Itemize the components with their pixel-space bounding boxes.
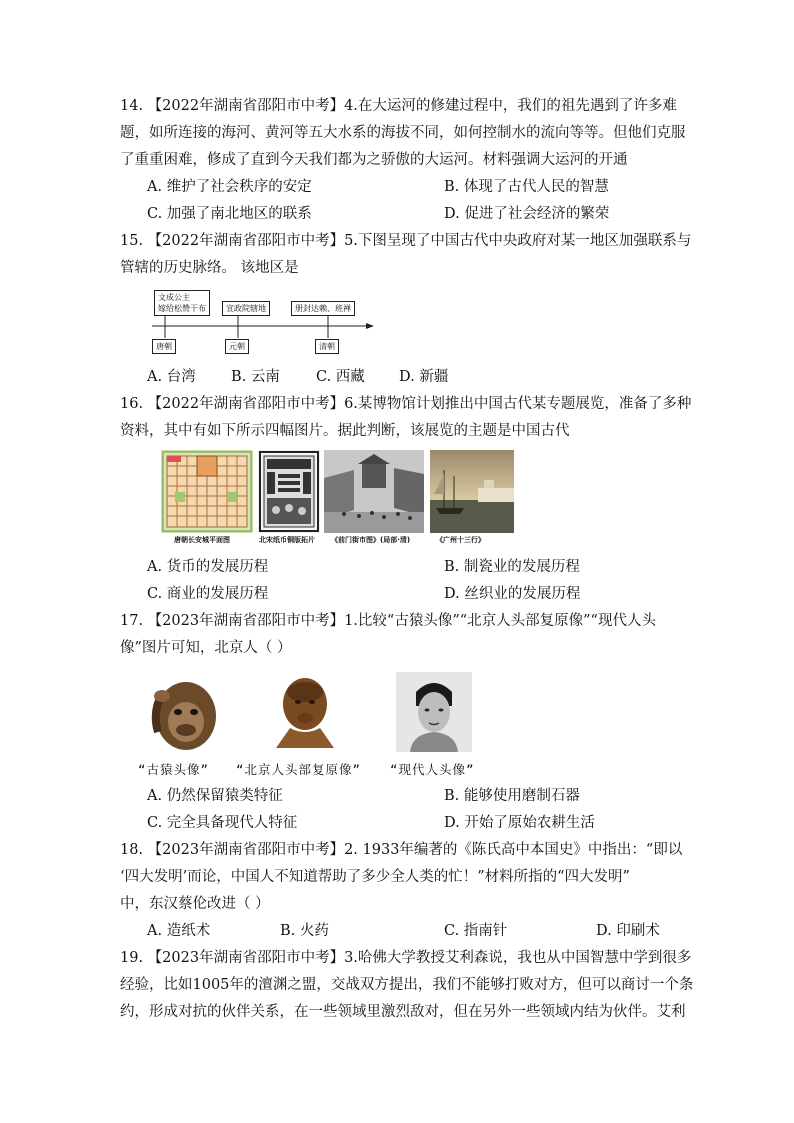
image-caption-city-map: 唐朝长安城平面图 bbox=[174, 536, 230, 544]
banknote-graphic bbox=[258, 450, 320, 533]
q16-stem-line-2: 资料，其中有如下所示四幅图片。据此判断，该展览的主题是中国古代 bbox=[120, 423, 570, 439]
q14-option-c[interactable]: C. 加强了南北地区的联系 bbox=[147, 206, 312, 222]
city-map-image bbox=[161, 450, 253, 533]
image-caption-harbor: 《广州十三行》 bbox=[436, 536, 485, 544]
q19-stem-line-2: 经验，比如1005年的澶渊之盟，交战双方提出，我们不能够打败对方，但可以商讨一个条 bbox=[120, 977, 694, 993]
q16-option-b[interactable]: B. 制瓷业的发展历程 bbox=[444, 559, 580, 575]
timeline-event-yuan: 宣政院辖地 bbox=[222, 301, 270, 316]
q16-option-a[interactable]: A. 货币的发展历程 bbox=[147, 559, 269, 575]
ape-head-image bbox=[148, 672, 220, 752]
q15-option-c[interactable]: C. 西藏 bbox=[316, 369, 365, 385]
q15-option-b[interactable]: B. 云南 bbox=[231, 369, 280, 385]
peking-man-bust-graphic bbox=[262, 672, 348, 752]
timeline-event-tang-line-2: 嫁给松赞干布 bbox=[158, 304, 206, 313]
q17-option-a[interactable]: A. 仍然保留猿类特征 bbox=[147, 788, 283, 804]
image-caption-street-market: 《前门街市图》(局部·清) bbox=[331, 536, 411, 544]
harbor-painting-graphic bbox=[430, 450, 514, 533]
q18-option-b[interactable]: B. 火药 bbox=[280, 923, 329, 939]
timeline-event-qing: 册封达赖、班禅 bbox=[291, 301, 355, 316]
q17-option-c[interactable]: C. 完全具备现代人特征 bbox=[147, 815, 298, 831]
q15-stem-line-1: 15. 【2022年湖南省邵阳市中考】5.下图呈现了中国古代中央政府对某一地区加强联系与 bbox=[120, 233, 692, 249]
q18-stem-line-3: 中，东汉蔡伦改进（ ） bbox=[120, 896, 270, 912]
q15-stem-line-2: 管辖的历史脉络。 该地区是 bbox=[120, 260, 299, 276]
q18-stem-line-1: 18. 【2023年湖南省邵阳市中考】2. 1933年编著的《陈氏高中本国史》中指出：“即以 bbox=[120, 842, 683, 858]
modern-human-portrait-image bbox=[396, 672, 472, 752]
q14-stem-line-1: 14. 【2022年湖南省邵阳市中考】4.在大运河的修建过程中，我们的祖先遇到了许多难 bbox=[120, 98, 677, 114]
q16-option-c[interactable]: C. 商业的发展历程 bbox=[147, 586, 269, 602]
timeline-dynasty-tang: 唐朝 bbox=[152, 339, 176, 354]
image-caption-ape: “古猿头像” bbox=[138, 762, 210, 777]
q19-stem-line-1: 19. 【2023年湖南省邵阳市中考】3.哈佛大学教授艾利森说，我也从中国智慧中学到很多 bbox=[120, 950, 692, 966]
q17-option-b[interactable]: B. 能够使用磨制石器 bbox=[444, 788, 580, 804]
image-caption-peking-man: “北京人头部复原像” bbox=[236, 762, 362, 777]
image-caption-modern-human: “现代人头像” bbox=[390, 762, 475, 777]
timeline-event-tang bbox=[154, 290, 210, 316]
q19-stem-line-3: 约，形成对抗的伙伴关系，在一些领域里激烈敌对，但在另外一些领域内结为伙伴。艾利 bbox=[120, 1004, 686, 1020]
q18-stem-line-2: ‘四大发明’而论，中国人不知道帮助了多少全人类的忙！”材料所指的“四大发明” bbox=[120, 869, 630, 885]
timeline-dynasty-yuan: 元朝 bbox=[225, 339, 249, 354]
city-map-graphic bbox=[161, 450, 253, 533]
q18-option-d[interactable]: D. 印刷术 bbox=[596, 923, 660, 939]
timeline-diagram bbox=[148, 288, 378, 358]
q18-option-c[interactable]: C. 指南针 bbox=[444, 923, 508, 939]
q14-stem-line-2: 题，如所连接的海河、黄河等五大水系的海拔不同，如何控制水的流向等等。但他们克服 bbox=[120, 125, 686, 141]
banknote-print-image bbox=[258, 450, 320, 533]
q17-stem-line-2: 像”图片可知，北京人（ ） bbox=[120, 640, 292, 656]
q16-stem-line-1: 16. 【2022年湖南省邵阳市中考】6.某博物馆计划推出中国古代某专题展览，准备了多种 bbox=[120, 396, 692, 412]
q17-stem-line-1: 17. 【2023年湖南省邵阳市中考】1.比较“古猿头像”“北京人头部复原像”“现代人头 bbox=[120, 613, 656, 629]
q14-option-d[interactable]: D. 促进了社会经济的繁荣 bbox=[444, 206, 610, 222]
q14-option-b[interactable]: B. 体现了古代人民的智慧 bbox=[444, 179, 609, 195]
q15-option-a[interactable]: A. 台湾 bbox=[147, 369, 196, 385]
modern-human-portrait-graphic bbox=[396, 672, 472, 752]
image-caption-banknote: 北宋纸币铜版拓片 bbox=[259, 536, 315, 544]
harbor-painting-image bbox=[430, 450, 514, 533]
timeline-dynasty-qing: 清朝 bbox=[315, 339, 339, 354]
street-market-graphic bbox=[324, 450, 424, 533]
ape-head-graphic bbox=[148, 672, 220, 752]
q15-option-d[interactable]: D. 新疆 bbox=[399, 369, 449, 385]
street-market-image bbox=[324, 450, 424, 533]
peking-man-bust-image bbox=[262, 672, 348, 752]
q18-option-a[interactable]: A. 造纸术 bbox=[147, 923, 211, 939]
q14-option-a[interactable]: A. 维护了社会秩序的安定 bbox=[147, 179, 312, 195]
q16-option-d[interactable]: D. 丝织业的发展历程 bbox=[444, 586, 581, 602]
q14-stem-line-3: 了重重困难，修成了直到今天我们都为之骄傲的大运河。材料强调大运河的开通 bbox=[120, 152, 628, 168]
timeline-event-tang-line-1: 文成公主 bbox=[158, 293, 190, 302]
q17-option-d[interactable]: D. 开始了原始农耕生活 bbox=[444, 815, 595, 831]
